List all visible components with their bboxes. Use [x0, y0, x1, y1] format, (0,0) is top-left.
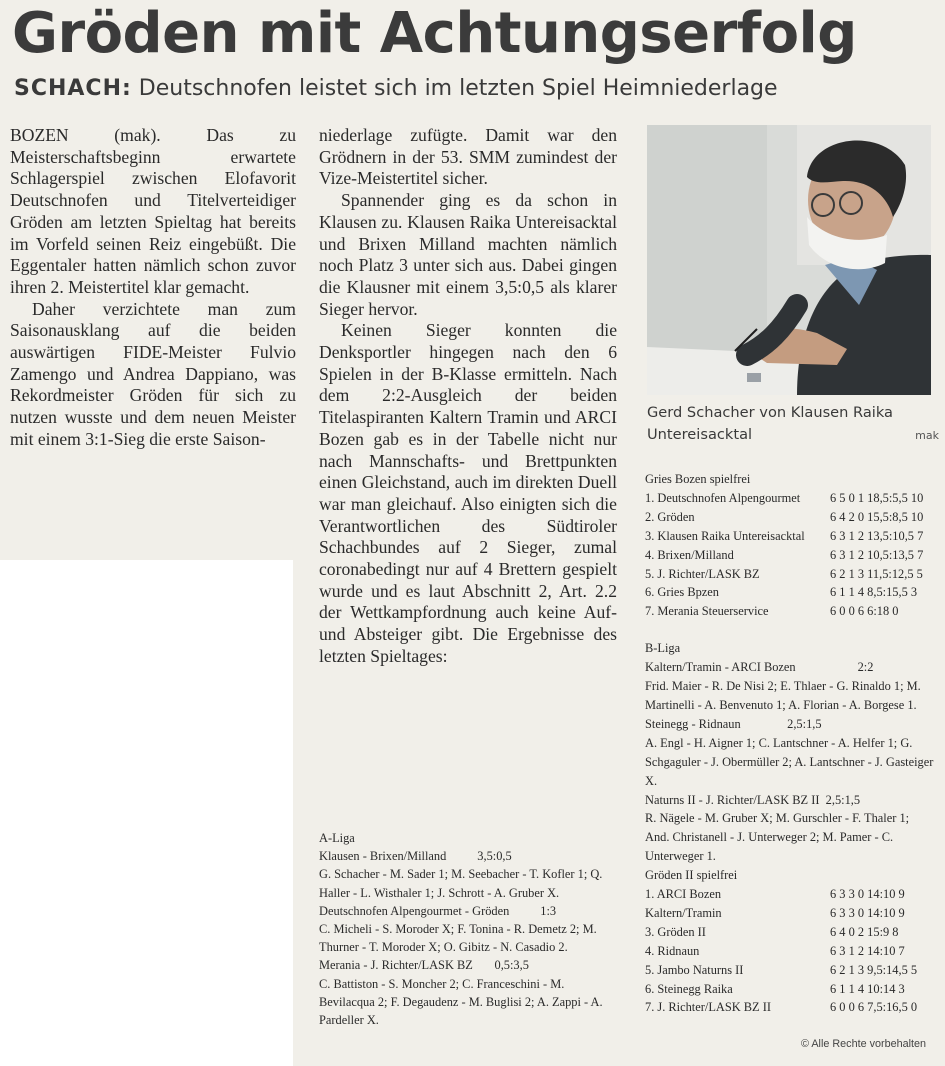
- team-score: 6 2 1 3 11,5:12,5 5: [830, 566, 923, 581]
- result-line: Frid. Maier - R. De Nisi 2; E. Thlaer - G. Rinaldo 1; M. Martinelli - A. Benvenuto 1; A. Florian - A. Borgese 1.: [645, 679, 924, 712]
- team-score: 6 1 1 4 10:14 3: [830, 981, 905, 996]
- team-name: 2. Gröden: [645, 509, 695, 524]
- results-block: [319, 829, 619, 1029]
- result-line: C. Micheli - S. Moroder X; F. Tonina - R. Demetz 2; M. Thurner - T. Moroder X; O. Gibitz - N. Casadio 2.: [319, 922, 600, 955]
- table-row: [645, 980, 935, 999]
- team-name: 6. Gries Bpzen: [645, 585, 719, 600]
- team-score: 6 3 1 2 13,5:10,5 7: [830, 528, 924, 543]
- result-line: Merania - J. Richter/LASK BZ 0,5:3,5: [319, 958, 529, 973]
- team-name: 7. J. Richter/LASK BZ II: [645, 1000, 771, 1015]
- result-line: A. Engl - H. Aigner 1; C. Lantschner - A. Helfer 1; G. Schgaguler - J. Obermüller 2; A. Lantschner - J. Gasteiger X.: [645, 735, 937, 788]
- team-score: 6 1 1 4 8,5:15,5 3: [830, 585, 918, 600]
- stats-column: [645, 470, 935, 1017]
- team-name: 4. Ridnaun: [645, 943, 700, 958]
- result-line: Kaltern/Tramin - ARCI Bozen 2:2: [645, 660, 874, 675]
- result-line: C. Battiston - S. Moncher 2; C. Franceschini - M. Bevilacqua 2; F. Degaudenz - M. Buglisi 2; A. Zappi - A. Pardeller X.: [319, 976, 606, 1028]
- result-line: G. Schacher - M. Sader 1; M. Seebacher - T. Kofler 1; Q. Haller - L. Wisthaler 1; J. Schrott - A. Gruber X.: [319, 867, 606, 900]
- table-row: [645, 508, 935, 527]
- photo-credit: mak: [915, 429, 939, 442]
- team-score: 6 3 3 0 14:10 9: [830, 887, 905, 902]
- team-score: 6 0 0 6 7,5:16,5 0: [830, 1000, 918, 1015]
- team-name: Kaltern/Tramin: [645, 905, 722, 920]
- photo-caption: Gerd Schacher von Klausen Raika Untereisacktal: [647, 404, 893, 443]
- article-column-2: [319, 125, 617, 668]
- table-row: [645, 904, 935, 923]
- team-name: 5. Jambo Naturns II: [645, 962, 744, 977]
- table-row: [645, 583, 935, 602]
- article-paragraph: BOZEN (mak). Das zu Meisterschaftsbeginn erwartete Schlagerspiel zwischen Elofavorit Deutschnofen und Titelverteidiger Gröden am letzten Spieltag hat bereits im Vorfeld seinen Reiz eingebüßt. Die Eggentaler hatten nämlich schon zuvor ihren 2. Meistertitel klar gemacht.: [10, 125, 296, 297]
- team-name: 5. J. Richter/LASK BZ: [645, 566, 760, 581]
- team-score: 6 4 2 0 15,5:8,5 10: [830, 509, 924, 524]
- table-row: [645, 489, 935, 508]
- team-score: 6 3 1 2 10,5:13,5 7: [830, 547, 924, 562]
- team-name: 1. Deutschnofen Alpengourmet: [645, 490, 801, 505]
- subheadline-text: Deutschnofen leistet sich im letzten Spiel Heimniederlage: [131, 76, 778, 101]
- table-row: [645, 885, 935, 904]
- table-row: [645, 527, 935, 546]
- article-paragraph: niederlage zufügte. Damit war den Grödnern in der 53. SMM zumindest der Vize-Meistertitel sicher.: [319, 125, 617, 189]
- bye-note: Gröden II spielfrei: [645, 868, 738, 883]
- team-score: 6 4 0 2 15:9 8: [830, 924, 899, 939]
- bye-note: Gries Bozen spielfrei: [645, 472, 751, 486]
- table-row: [645, 602, 935, 621]
- table-row: [645, 961, 935, 980]
- table-row: [645, 565, 935, 584]
- team-name: 3. Gröden II: [645, 924, 706, 939]
- article-paragraph: Spannender ging es da schon in Klausen zu. Klausen Raika Untereisacktal und Brixen Milland machten nämlich noch Platz 3 unter sich aus. Dabei gingen die Klausner mit einem 3,5:0,5 als klarer Sieger hervor.: [319, 190, 617, 319]
- table-row: [645, 923, 935, 942]
- table-row: [645, 998, 935, 1017]
- result-line: Naturns II - J. Richter/LASK BZ II 2,5:1,5: [645, 792, 861, 807]
- team-name: 6. Steinegg Raika: [645, 981, 733, 996]
- spacer: [645, 621, 935, 639]
- team-score: 6 5 0 1 18,5:5,5 10: [830, 490, 924, 505]
- result-line: Deutschnofen Alpengourmet - Gröden 1:3: [319, 903, 557, 918]
- result-line: R. Nägele - M. Gruber X; M. Gurschler - F. Thaler 1; And. Christanell - J. Unterweger 2; M. Pamer - C. Unterweger 1.: [645, 811, 912, 864]
- team-name: 3. Klausen Raika Untereisacktal: [645, 528, 805, 543]
- result-line: Steinegg - Ridnaun 2,5:1,5: [645, 716, 822, 731]
- table-row: [645, 942, 935, 961]
- team-name: 1. ARCI Bozen: [645, 887, 722, 902]
- team-score: 6 3 1 2 14:10 7: [830, 943, 905, 958]
- headline: Gröden mit Achtungserfolg: [12, 1, 857, 66]
- team-score: 6 3 3 0 14:10 9: [830, 905, 905, 920]
- article-paragraph: Daher verzichtete man zum Saisonausklang auf die beiden auswärtigen FIDE-Meister Fulvio Zamengo und Andrea Dappiano, was Rekordmeister Gröden für sich zu nutzen wusste und dem neuen Meister mit einem 3:1-Sieg die erste Saison-: [10, 298, 296, 449]
- result-line: Klausen - Brixen/Milland 3,5:0,5: [319, 849, 512, 864]
- team-score: 6 2 1 3 9,5:14,5 5: [830, 962, 918, 977]
- article-paragraph: Keinen Sieger konnten die Denksportler hingegen nach den 6 Spielen in der B-Klasse ermitteln. Nach dem 2:2-Ausgleich der beiden Titelaspiranten Kaltern Tramin und ARCI Bozen gab es in der Tabelle nicht nur nach Mannschafts- und Brettpunkten einen Gleichstand, auch im direkten Duell war man gleichauf. Also einigten sich die Verantwortlichen des Südtiroler Schachbundes auf 2 Sieger, zumal coronabedingt nur auf 4 Brettern gespielt wurde und es laut Abschnitt 2, Art. 2.2 der Wettkampfordnung auch keine Auf- und Absteiger gibt. Die Ergebnisse des letzten Spieltages:: [319, 320, 617, 666]
- subheadline-kicker: SCHACH:: [14, 76, 132, 101]
- table-row: [645, 546, 935, 565]
- subheadline: [14, 74, 778, 104]
- copyright-notice: © Alle Rechte vorbehalten: [801, 1038, 926, 1050]
- team-name: 7. Merania Steuerservice: [645, 604, 769, 619]
- results-heading: A-Liga: [319, 831, 355, 845]
- article-column-1: [10, 125, 296, 451]
- team-name: 4. Brixen/Milland: [645, 547, 734, 562]
- team-score: 6 0 0 6 6:18 0: [830, 604, 899, 619]
- league-heading: B-Liga: [645, 641, 681, 656]
- photo-chess-player: [647, 125, 931, 395]
